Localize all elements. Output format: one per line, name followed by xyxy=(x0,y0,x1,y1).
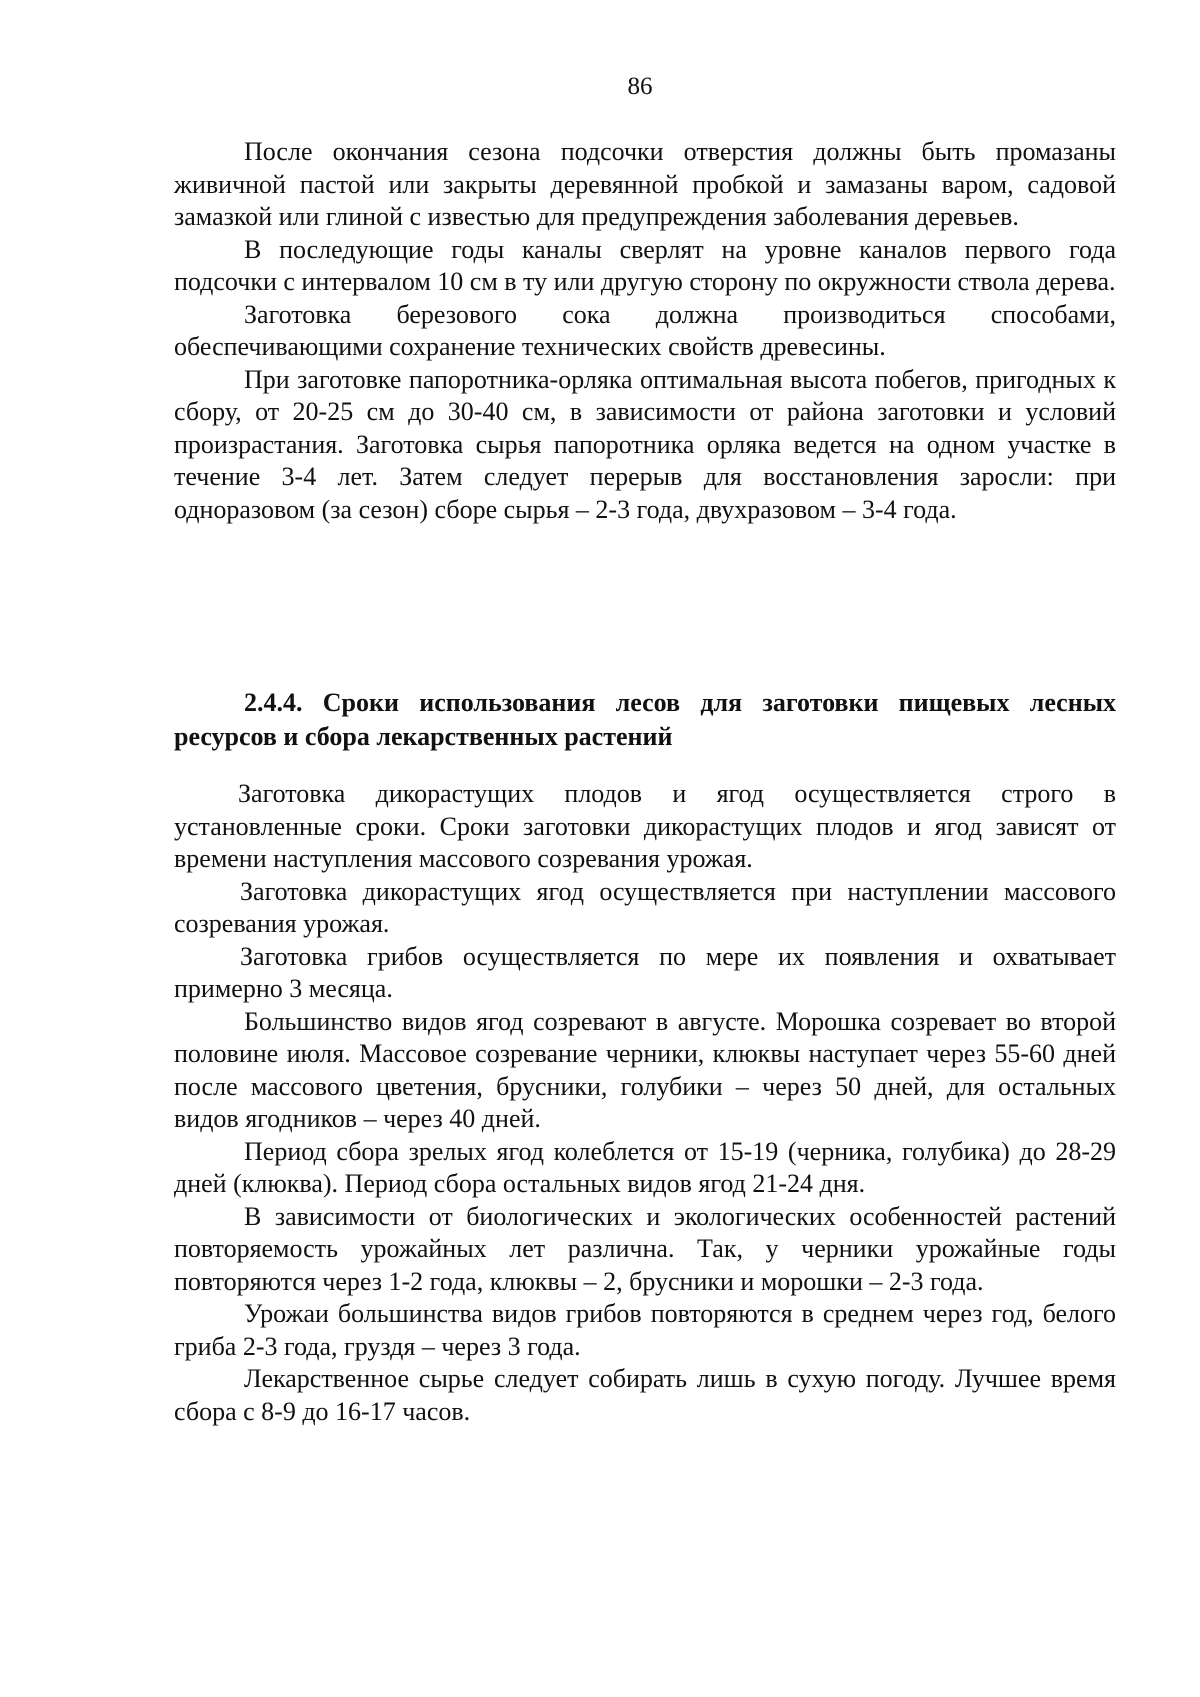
paragraph: Лекарственное сырье следует собирать лишь в сухую погоду. Лучшее время сбора с 8-9 до 16-17 часов. xyxy=(174,1364,1116,1426)
paragraph: Период сбора зрелых ягод колеблется от 15-19 (черника, голубика) до 28-29 дней (клюква). Период сбора остальных видов ягод 21-24 дня. xyxy=(174,1136,1116,1198)
page-number: 86 xyxy=(627,73,653,100)
paragraph: Заготовка березового сока должна производиться способами, обеспечивающими сохранение технических свойств древесины. xyxy=(174,299,1116,361)
paragraph: Заготовка грибов осуществляется по мере их появления и охватывает примерно 3 месяца. xyxy=(174,941,1116,1003)
section-heading: 2.4.4. Сроки использования лесов для заготовки пищевых лесных ресурсов и сбора лекарственных растений xyxy=(174,688,1116,751)
paragraph: Большинство видов ягод созревают в августе. Морошка созревает во второй половине июля. Массовое созревание черники, клюквы наступает через 55-60 дней после массового цветения, брусники, голубики – через 50 дней, для остальных видов ягодников – через 40 дней. xyxy=(174,1006,1116,1133)
paragraph: При заготовке папоротника-орляка оптимальная высота побегов, пригодных к сбору, от 20-25 см до 30-40 см, в зависимости от района заготовки и условий произрастания. Заготовка сырья папоротника орляка ведется на одном участке в течение 3-4 лет. Затем следует перерыв для восстановления заросли: при одноразовом (за сезон) сборе сырья – 2-3 года, двухразовом – 3-4 года. xyxy=(174,364,1116,524)
paragraph: Заготовка дикорастущих ягод осуществляется при наступлении массового созревания урожая. xyxy=(174,876,1116,938)
section-2-text xyxy=(174,778,1116,1428)
paragraph: Урожаи большинства видов грибов повторяются в среднем через год, белого гриба 2-3 года, груздя – через 3 года. xyxy=(174,1299,1116,1361)
section-1-text xyxy=(174,136,1116,526)
paragraph: После окончания сезона подсочки отверстия должны быть промазаны живичной пастой или закрыты деревянной пробкой и замазаны варом, садовой замазкой или глиной с известью для предупреждения заболевания деревьев. xyxy=(174,137,1116,231)
paragraph: Заготовка дикорастущих плодов и ягод осуществляется строго в установленные сроки. Сроки заготовки дикорастущих плодов и ягод зависят от времени наступления массового созревания урожая. xyxy=(174,779,1116,873)
paragraph: В последующие годы каналы сверлят на уровне каналов первого года подсочки с интервалом 10 см в ту или другую сторону по окружности ствола дерева. xyxy=(174,234,1116,296)
paragraph: В зависимости от биологических и экологических особенностей растений повторяемость урожайных лет различна. Так, у черники урожайные годы повторяются через 1-2 года, клюквы – 2, брусники и морошки – 2-3 года. xyxy=(174,1201,1116,1296)
